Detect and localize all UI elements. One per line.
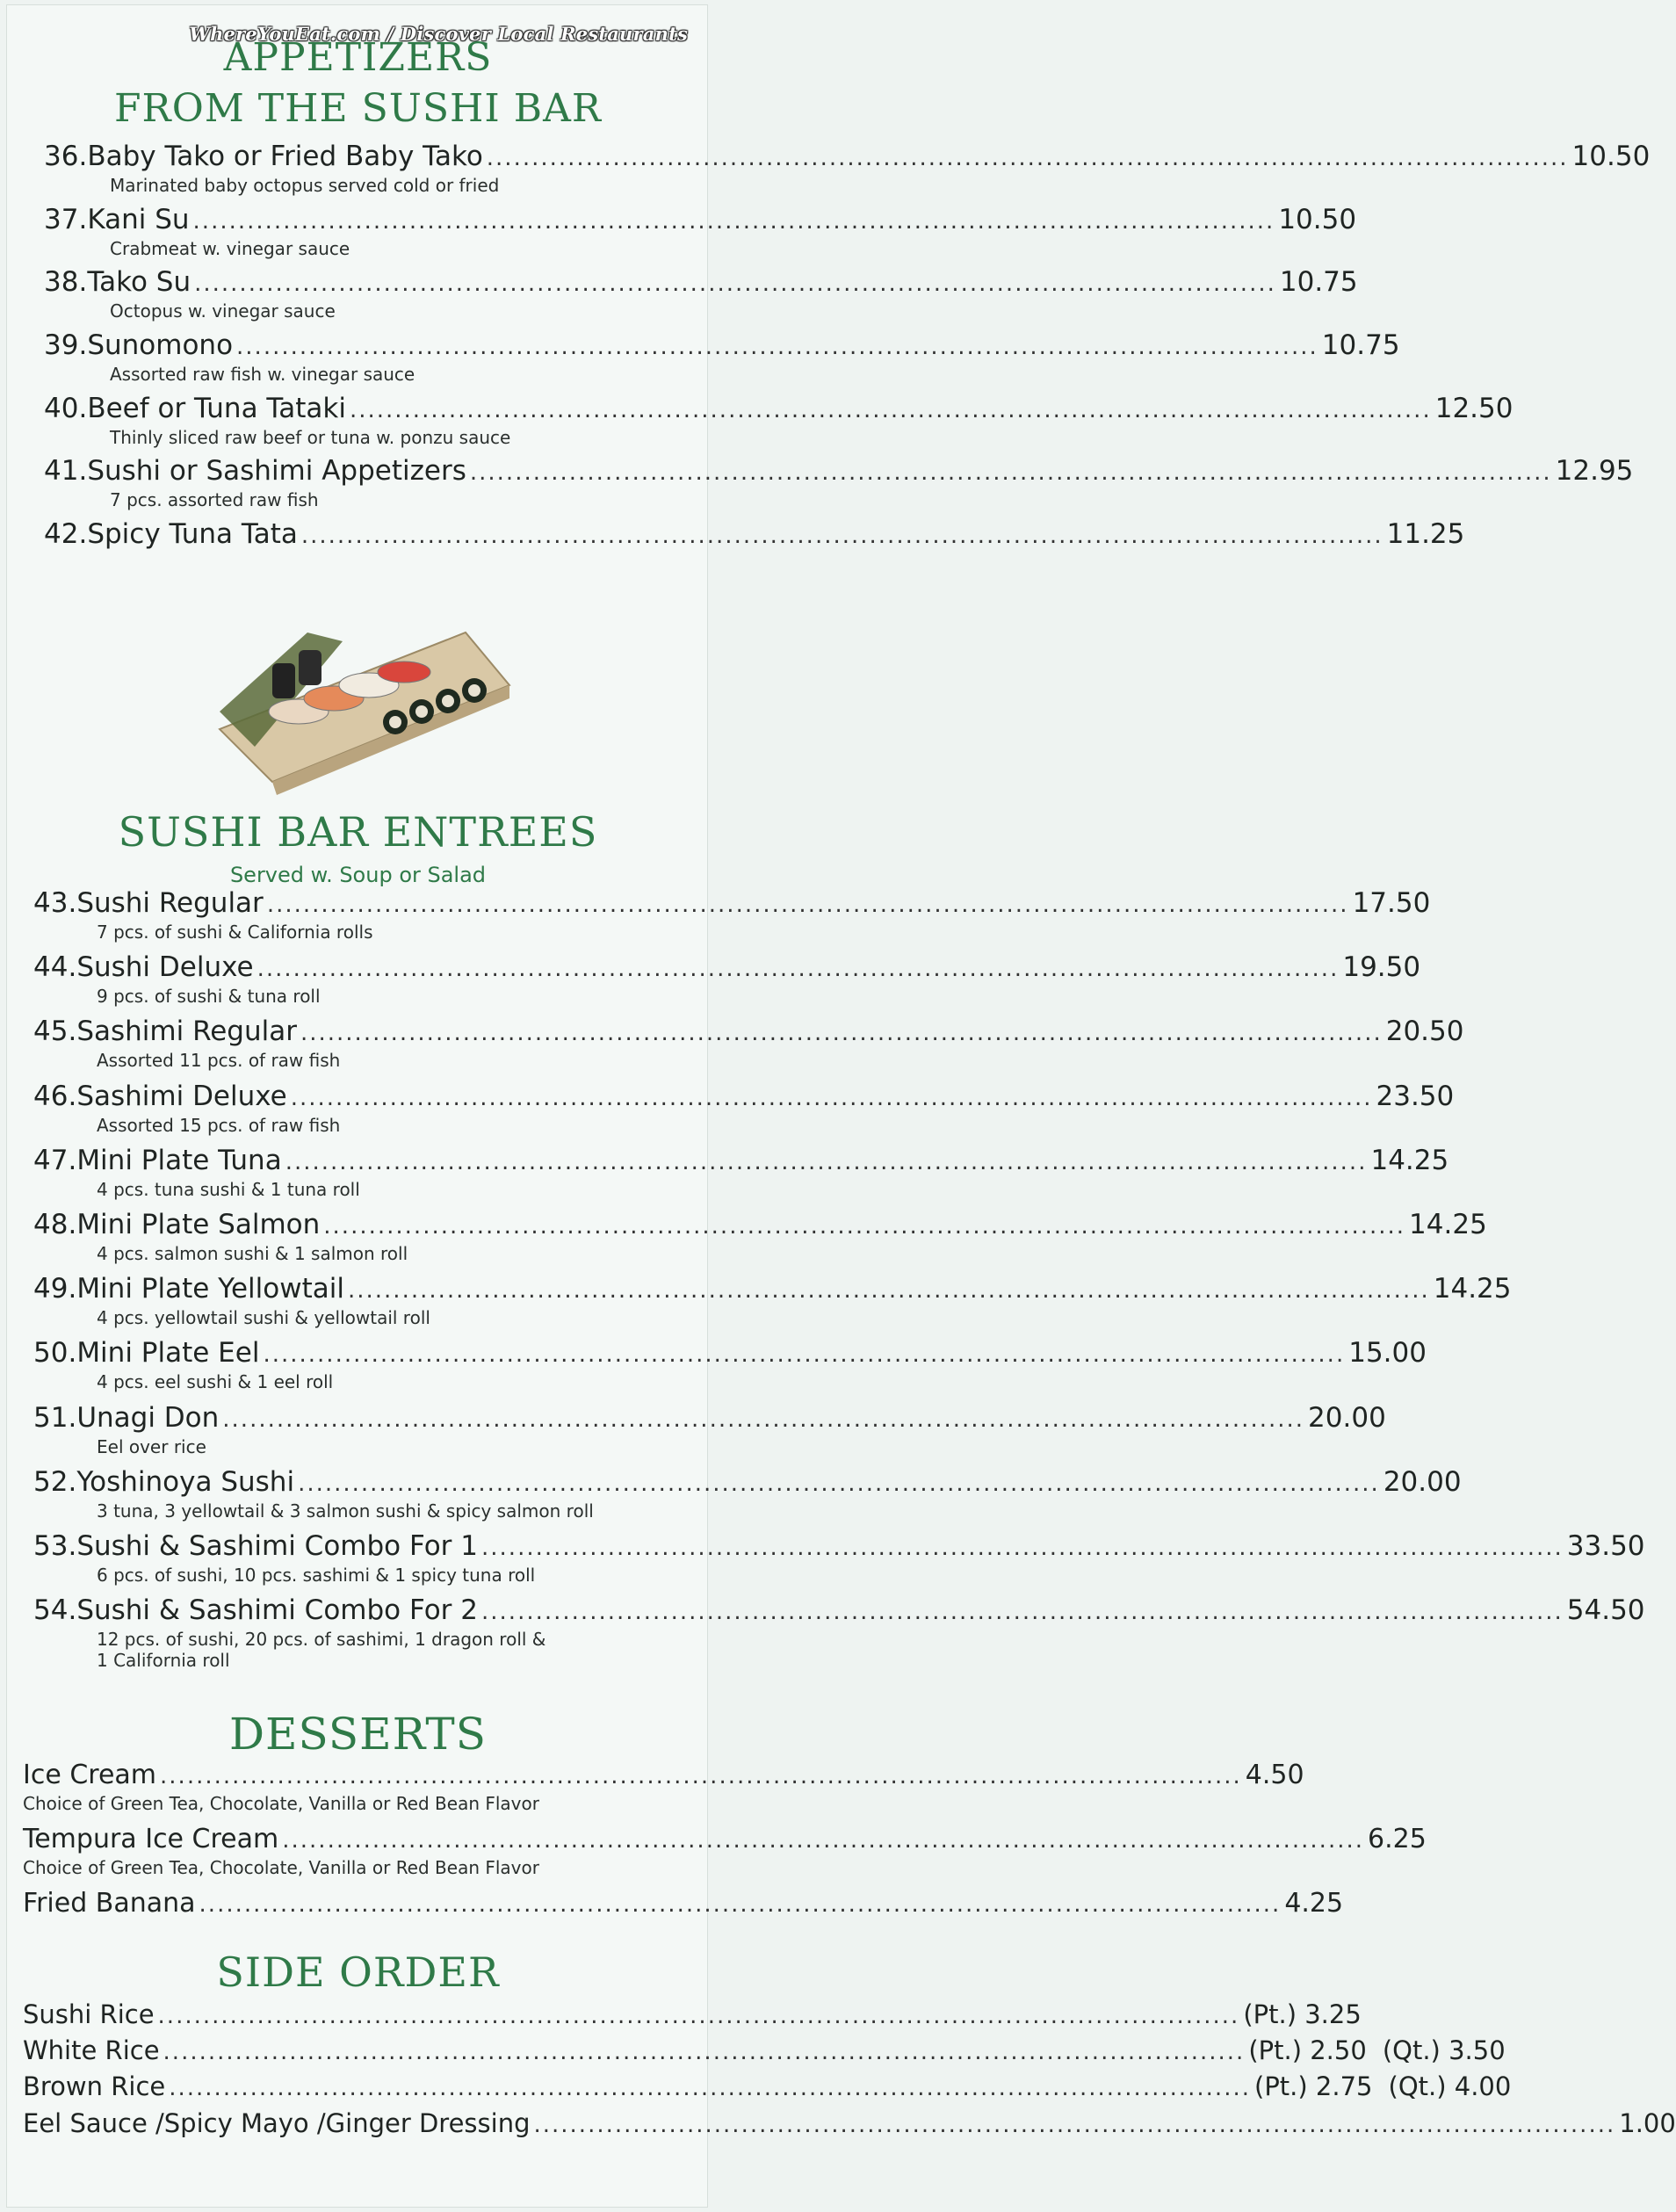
dot-leader: ........................................................................................................................: [163, 2039, 1246, 2065]
item-number: 53.: [33, 1530, 77, 1562]
dot-leader: ........................................................................................................................: [481, 1599, 1564, 1625]
item-number: 36.: [44, 141, 88, 172]
item-description: 4 pcs. tuna sushi & 1 tuna roll: [97, 1179, 360, 1200]
menu-item-row: [44, 393, 1513, 424]
dot-leader: ........................................................................................................................: [266, 892, 1349, 918]
item-name: White Rice: [23, 2035, 160, 2065]
dot-leader: ........................................................................................................................: [222, 1406, 1305, 1433]
sushi-platter-photo: [202, 580, 518, 791]
item-price: 4.50: [1245, 1760, 1304, 1790]
dot-leader: ........................................................................................................................: [486, 145, 1569, 171]
dot-leader: ........................................................................................................................: [469, 459, 1552, 486]
menu-item-row: [33, 1209, 1487, 1240]
menu-item-row: [33, 1594, 1645, 1626]
item-price: 14.25: [1433, 1273, 1512, 1305]
item-price: 33.50: [1566, 1530, 1645, 1562]
menu-item-row: [33, 1402, 1386, 1434]
appetizers-subtitle: FROM THE SUSHI BAR: [114, 86, 602, 131]
dot-leader: ........................................................................................................................: [236, 334, 1318, 360]
item-description: Marinated baby octopus served cold or fried: [110, 175, 500, 196]
item-description: 4 pcs. eel sushi & 1 eel roll: [97, 1371, 334, 1392]
item-price: 12.50: [1434, 393, 1513, 424]
item-number: 37.: [44, 204, 88, 235]
item-name: Eel Sauce /Spicy Mayo /Ginger Dressing: [23, 2108, 531, 2138]
dot-leader: ........................................................................................................................: [481, 1535, 1564, 1561]
item-number: 40.: [44, 393, 88, 424]
menu-item-row: [33, 1337, 1427, 1369]
dot-leader: ........................................................................................................................: [192, 208, 1275, 235]
item-description: 6 pcs. of sushi, 10 pcs. sashimi & 1 spicy tuna roll: [97, 1565, 536, 1586]
item-name: Yoshinoya Sushi: [76, 1466, 295, 1498]
dot-leader: ........................................................................................................................: [282, 1827, 1365, 1854]
item-name: Sushi Deluxe: [76, 951, 254, 983]
item-name: Brown Rice: [23, 2071, 166, 2101]
item-description: Choice of Green Tea, Chocolate, Vanilla or Red Bean Flavor: [23, 1857, 539, 1878]
item-name: Fried Banana: [23, 1888, 196, 1919]
item-number: 48.: [33, 1209, 77, 1240]
item-price: (Pt.) 3.25: [1243, 1999, 1362, 2029]
dot-leader: ........................................................................................................................: [263, 1341, 1346, 1368]
menu-item-row: [44, 141, 1651, 172]
item-number: 39.: [44, 329, 88, 361]
item-description: Assorted 15 pcs. of raw fish: [97, 1115, 341, 1136]
item-price: (Qt.) 4.00: [1388, 2071, 1512, 2101]
menu-item-row: [44, 204, 1357, 235]
item-name: Baby Tako or Fried Baby Tako: [87, 141, 483, 172]
menu-item-row: [23, 1824, 1427, 1854]
item-price: 4.25: [1284, 1888, 1344, 1919]
item-price: 14.25: [1370, 1145, 1449, 1176]
item-name: Mini Plate Yellowtail: [76, 1273, 344, 1305]
item-number: 43.: [33, 887, 77, 919]
menu-item-row: [44, 266, 1358, 298]
menu-item-row: [33, 1273, 1512, 1305]
side-order-title: SIDE ORDER: [216, 1948, 500, 1996]
menu-item-row: [33, 1530, 1645, 1562]
item-description: Octopus w. vinegar sauce: [110, 300, 336, 322]
item-price: 17.50: [1352, 887, 1431, 919]
dot-leader: ........................................................................................................................: [349, 397, 1432, 423]
item-name: Beef or Tuna Tataki: [87, 393, 346, 424]
item-price: 23.50: [1376, 1081, 1455, 1112]
dot-leader: ........................................................................................................................: [169, 2075, 1251, 2101]
dot-leader: ........................................................................................................................: [347, 1277, 1430, 1304]
item-price: 19.50: [1342, 951, 1421, 983]
appetizers-title: APPETIZERS: [223, 35, 493, 80]
item-name: Sushi & Sashimi Combo For 2: [76, 1594, 479, 1626]
menu-item-row: [44, 518, 1465, 550]
dot-leader: ........................................................................................................................: [300, 1020, 1383, 1046]
item-number: 52.: [33, 1466, 77, 1498]
menu-item-row: [44, 329, 1400, 361]
menu-item-row: [33, 951, 1421, 983]
item-price: 14.25: [1409, 1209, 1487, 1240]
menu-item-row: [44, 455, 1634, 487]
menu-item-row: [33, 1081, 1455, 1112]
desserts-title: DESSERTS: [228, 1709, 488, 1760]
item-description: Choice of Green Tea, Chocolate, Vanilla or Red Bean Flavor: [23, 1793, 539, 1814]
item-number: 49.: [33, 1273, 77, 1305]
dot-leader: ........................................................................................................................: [533, 2112, 1616, 2138]
item-price: 12.95: [1555, 455, 1634, 487]
item-name: Sashimi Deluxe: [76, 1081, 287, 1112]
item-number: 38.: [44, 266, 88, 298]
item-description: Crabmeat w. vinegar sauce: [110, 238, 350, 259]
item-name: Kani Su: [87, 204, 190, 235]
dot-leader: ........................................................................................................................: [160, 1763, 1242, 1789]
item-number: 50.: [33, 1337, 77, 1369]
dot-leader: ........................................................................................................................: [323, 1213, 1406, 1240]
item-price: 20.50: [1385, 1016, 1464, 1047]
menu-item-row: [33, 1016, 1464, 1047]
item-number: 54.: [33, 1594, 77, 1626]
item-description: 7 pcs. of sushi & California rolls: [97, 922, 373, 943]
item-name: Unagi Don: [76, 1402, 220, 1434]
dot-leader: ........................................................................................................................: [157, 2003, 1240, 2029]
dot-leader: ........................................................................................................................: [285, 1149, 1368, 1175]
menu-item-row: [33, 1145, 1449, 1176]
item-price: 20.00: [1308, 1402, 1386, 1434]
item-description: Thinly sliced raw beef or tuna w. ponzu sauce: [110, 427, 511, 448]
item-price: 15.00: [1348, 1337, 1427, 1369]
item-name: Mini Plate Tuna: [76, 1145, 282, 1176]
menu-item-row: [23, 1999, 1362, 2029]
pint-price: (Pt.) 2.50: [1248, 2035, 1367, 2065]
item-description: 9 pcs. of sushi & tuna roll: [97, 986, 321, 1007]
dot-leader: ........................................................................................................................: [194, 271, 1276, 297]
item-price: 10.50: [1571, 141, 1651, 172]
menu-item-row: [23, 1760, 1304, 1790]
item-name: Ice Cream: [23, 1760, 157, 1790]
menu-item-row: [33, 1466, 1462, 1498]
item-description-continued: 1 California roll: [97, 1650, 230, 1671]
entrees-subtitle: Served w. Soup or Salad: [229, 863, 487, 887]
site-watermark[interactable]: WhereYouEat.com / Discover Local Restaurants: [189, 23, 688, 45]
item-description: 4 pcs. yellowtail sushi & yellowtail roll: [97, 1307, 430, 1328]
item-price: 54.50: [1566, 1594, 1645, 1626]
item-number: 45.: [33, 1016, 77, 1047]
item-description: 4 pcs. salmon sushi & 1 salmon roll: [97, 1243, 408, 1264]
item-price: 1.00: [1619, 2108, 1676, 2138]
menu-item-row: [33, 887, 1431, 919]
item-description: Assorted 11 pcs. of raw fish: [97, 1050, 341, 1071]
item-name: Sunomono: [87, 329, 234, 361]
pint-price: (Pt.) 2.75: [1254, 2071, 1373, 2101]
dot-leader: ........................................................................................................................: [256, 956, 1340, 982]
item-price: 6.25: [1368, 1824, 1427, 1854]
item-price: 20.00: [1383, 1466, 1462, 1498]
item-price: 10.75: [1321, 329, 1400, 361]
menu-item-row: [23, 2035, 1506, 2065]
item-name: Spicy Tuna Tata: [87, 518, 298, 550]
dot-leader: ........................................................................................................................: [300, 523, 1383, 549]
item-description: Assorted raw fish w. vinegar sauce: [110, 364, 415, 385]
item-price: 10.75: [1279, 266, 1358, 298]
item-number: 41.: [44, 455, 88, 487]
item-description: Eel over rice: [97, 1436, 206, 1457]
entrees-title: SUSHI BAR ENTREES: [118, 808, 598, 856]
dot-leader: ........................................................................................................................: [290, 1085, 1373, 1111]
item-price: (Qt.) 3.50: [1382, 2035, 1506, 2065]
dot-leader: ........................................................................................................................: [199, 1891, 1282, 1918]
item-number: 51.: [33, 1402, 77, 1434]
item-number: 47.: [33, 1145, 77, 1176]
item-description: 12 pcs. of sushi, 20 pcs. of sashimi, 1 dragon roll &: [97, 1629, 546, 1650]
item-name: Tempura Ice Cream: [23, 1824, 279, 1854]
item-price: 10.50: [1278, 204, 1357, 235]
item-price: 11.25: [1386, 518, 1465, 550]
item-name: Sushi or Sashimi Appetizers: [87, 455, 466, 487]
item-number: 46.: [33, 1081, 77, 1112]
item-name: Sushi Regular: [76, 887, 264, 919]
item-name: Sashimi Regular: [76, 1016, 297, 1047]
item-number: 44.: [33, 951, 77, 983]
item-description: 7 pcs. assorted raw fish: [110, 489, 319, 510]
menu-item-row: [23, 2071, 1512, 2101]
menu-item-row: [23, 2108, 1676, 2138]
dot-leader: ........................................................................................................................: [298, 1471, 1380, 1497]
item-description: 3 tuna, 3 yellowtail & 3 salmon sushi & spicy salmon roll: [97, 1500, 594, 1522]
menu-item-row: [23, 1888, 1344, 1919]
item-name: Sushi Rice: [23, 1999, 155, 2029]
item-name: Sushi & Sashimi Combo For 1: [76, 1530, 479, 1562]
item-name: Mini Plate Eel: [76, 1337, 260, 1369]
item-name: Tako Su: [87, 266, 191, 298]
item-name: Mini Plate Salmon: [76, 1209, 321, 1240]
item-number: 42.: [44, 518, 88, 550]
